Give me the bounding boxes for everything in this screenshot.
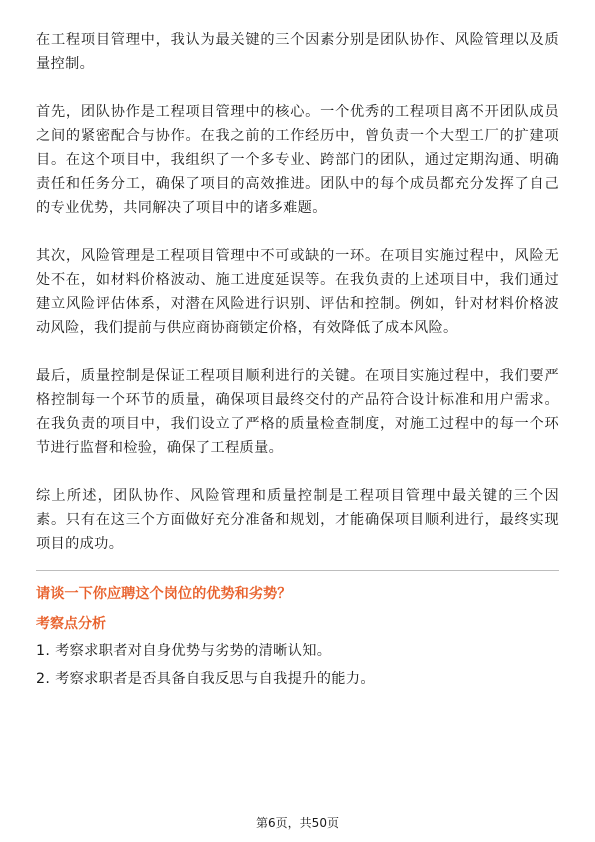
answer-paragraph-summary: 综上所述，团队协作、风险管理和质量控制是工程项目管理中最关键的三个因素。只有在这三个方面做好充分准备和规划，才能确保项目顺利进行，最终实现项目的成功。 [36, 488, 559, 552]
analysis-point: 1. 考察求职者对自身优势与劣势的清晰认知。 [36, 643, 332, 659]
answer-paragraph-quality: 最后，质量控制是保证工程项目顺利进行的关键。在项目实施过程中，我们要严格控制每一个环节的质量，确保项目最终交付的产品符合设计标准和用户需求。在我负责的项目中，我们设立了严格的质量检查制度，对施工过程中的每一个环节进行监督和检验，确保了工程质量。 [36, 368, 559, 456]
section-divider [36, 570, 559, 571]
page-number-footer: 第6页，共50页 [256, 816, 339, 830]
analysis-point: 2. 考察求职者是否具备自我反思与自我提升的能力。 [36, 671, 375, 687]
interview-question: 请谈一下你应聘这个岗位的优势和劣势？ [36, 586, 292, 602]
analysis-heading: 考察点分析 [36, 616, 106, 632]
document-page [36, 28, 559, 695]
answer-paragraph-teamwork: 首先，团队协作是工程项目管理中的核心。一个优秀的工程项目离不开团队成员之间的紧密配合与协作。在我之前的工作经历中，曾负责一个大型工厂的扩建项目。在这个项目中，我组织了一个多专业、跨部门的团队，通过定期沟通、明确责任和任务分工，确保了项目的高效推进。团队中的每个成员都充分发挥了自己的专业优势，共同解决了项目中的诸多难题。 [36, 104, 559, 216]
answer-paragraph-risk: 其次，风险管理是工程项目管理中不可或缺的一环。在项目实施过程中，风险无处不在，如材料价格波动、施工进度延误等。在我负责的上述项目中，我们通过建立风险评估体系，对潜在风险进行识别、评估和控制。例如，针对材料价格波动风险，我们提前与供应商协商锁定价格，有效降低了成本风险。 [36, 248, 559, 336]
answer-paragraph-intro: 在工程项目管理中，我认为最关键的三个因素分别是团队协作、风险管理以及质量控制。 [36, 32, 559, 72]
